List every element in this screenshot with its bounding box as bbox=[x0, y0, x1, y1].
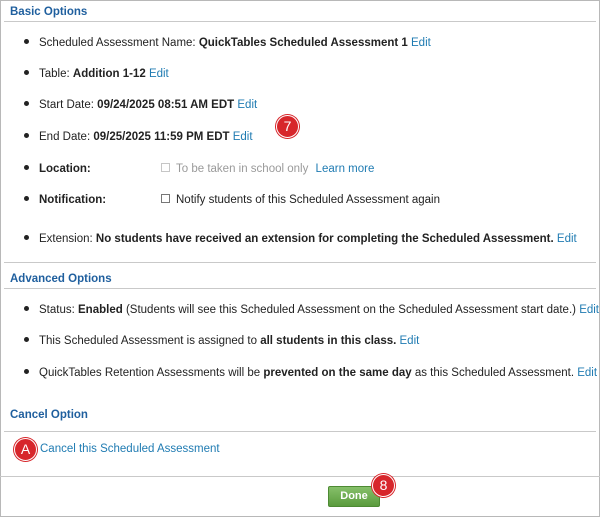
bullet bbox=[24, 306, 29, 311]
status-row: Status: Enabled (Students will see this Scheduled Assessment on the Scheduled Assessment start date.) Edit bbox=[24, 303, 599, 317]
edit-retention-link[interactable]: Edit bbox=[577, 367, 598, 379]
location-row: Location: bbox=[24, 162, 91, 176]
bullet bbox=[24, 369, 29, 374]
bullet bbox=[24, 337, 29, 342]
status-value: Enabled bbox=[78, 304, 123, 316]
edit-assigned-link[interactable]: Edit bbox=[399, 335, 420, 347]
done-button[interactable]: Done bbox=[328, 486, 380, 507]
divider bbox=[4, 288, 596, 289]
basic-options-heading: Basic Options bbox=[10, 6, 88, 18]
end-date-value: 09/25/2025 11:59 PM EDT bbox=[93, 131, 230, 143]
learn-more-link[interactable]: Learn more bbox=[315, 163, 375, 175]
notification-row: Notification: bbox=[24, 193, 106, 207]
end-date-row: End Date: 09/25/2025 11:59 PM EDT Edit bbox=[24, 130, 253, 144]
notify-students-checkbox[interactable] bbox=[161, 194, 170, 203]
start-date-value: 09/24/2025 08:51 AM EDT bbox=[97, 99, 235, 111]
bullet bbox=[24, 165, 29, 170]
bullet bbox=[24, 196, 29, 201]
bullet bbox=[24, 39, 29, 44]
table-value: Addition 1-12 bbox=[72, 68, 146, 80]
table-row: Table: Addition 1-12 Edit bbox=[24, 67, 169, 81]
assessment-name-value: QuickTables Scheduled Assessment 1 bbox=[198, 37, 408, 49]
edit-extension-link[interactable]: Edit bbox=[556, 233, 577, 245]
retention-row: QuickTables Retention Assessments will be prevented on the same day as this Scheduled Assessment. Edit bbox=[24, 366, 597, 380]
cancel-row bbox=[40, 442, 220, 456]
divider bbox=[4, 431, 596, 432]
divider bbox=[4, 21, 596, 22]
bullet bbox=[24, 133, 29, 138]
callout-badge-a: A bbox=[14, 438, 37, 461]
divider bbox=[4, 262, 596, 263]
location-option: To be taken in school only Learn more bbox=[161, 162, 374, 176]
bullet bbox=[24, 70, 29, 75]
extension-row: Extension: No students have received an extension for completing the Scheduled Assessment. Edit bbox=[24, 232, 577, 246]
assigned-row: This Scheduled Assessment is assigned to all students in this class. Edit bbox=[24, 334, 419, 348]
callout-badge-7: 7 bbox=[276, 115, 299, 138]
edit-table-link[interactable]: Edit bbox=[148, 68, 169, 80]
edit-end-date-link[interactable]: Edit bbox=[232, 131, 253, 143]
bullet bbox=[24, 235, 29, 240]
cancel-assessment-link[interactable]: Cancel this Scheduled Assessment bbox=[40, 443, 220, 455]
edit-status-link[interactable]: Edit bbox=[579, 304, 600, 316]
assigned-value: all students in this class. bbox=[260, 335, 397, 347]
edit-name-link[interactable]: Edit bbox=[411, 37, 431, 49]
notification-option: Notify students of this Scheduled Assessment again bbox=[161, 193, 440, 207]
callout-badge-8: 8 bbox=[372, 474, 395, 497]
advanced-options-heading: Advanced Options bbox=[10, 273, 112, 285]
bullet bbox=[24, 101, 29, 106]
extension-value: No students have received an extension for completing the Scheduled Assessment. bbox=[95, 233, 554, 245]
retention-value: prevented on the same day bbox=[263, 367, 412, 379]
assessment-name-row: Scheduled Assessment Name: QuickTables Scheduled Assessment 1 Edit bbox=[24, 36, 431, 50]
cancel-option-heading: Cancel Option bbox=[10, 409, 88, 421]
school-only-checkbox[interactable] bbox=[161, 163, 170, 172]
footer-bar bbox=[0, 476, 600, 517]
start-date-row: Start Date: 09/24/2025 08:51 AM EDT Edit bbox=[24, 98, 257, 112]
edit-start-date-link[interactable]: Edit bbox=[237, 99, 258, 111]
